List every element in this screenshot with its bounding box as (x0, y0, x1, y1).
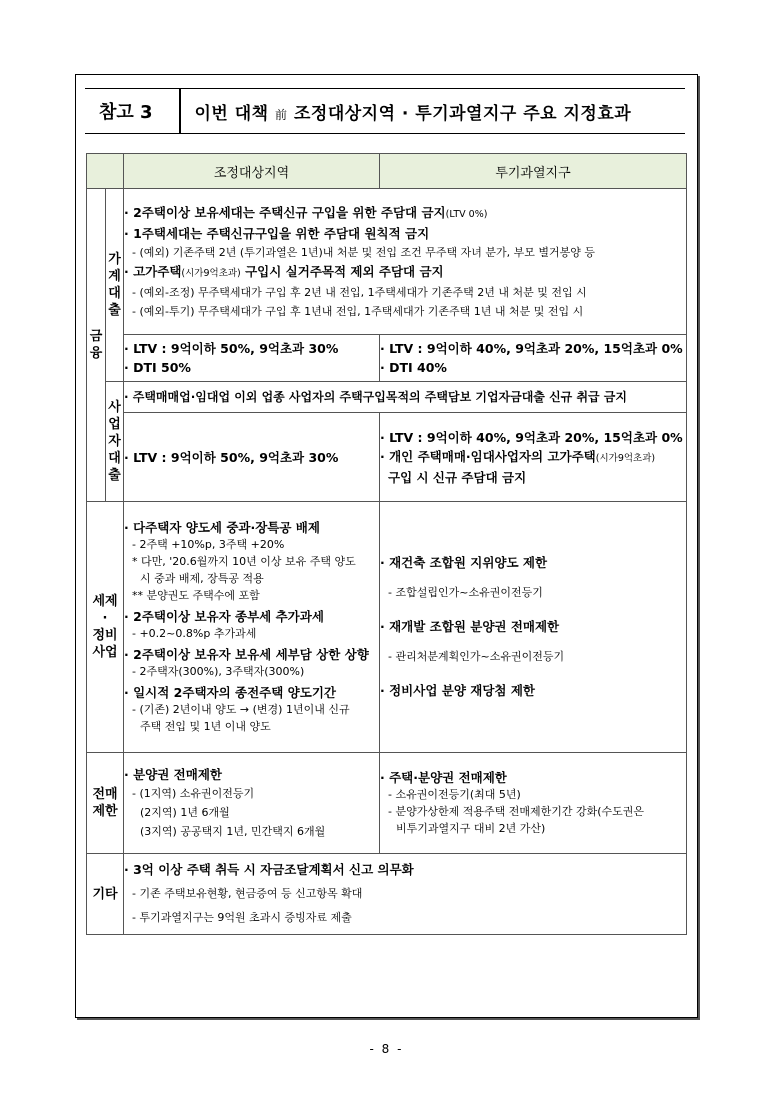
list-item: · LTV : 9억이하 50%, 9억초과 30% (124, 341, 339, 356)
list-item: - (기존) 2년이내 양도 → (변경) 1년이내 신규 (132, 703, 350, 716)
list-item: 시 중과 배제, 장특공 적용 (140, 572, 264, 585)
business-ltv-speculation (380, 413, 687, 502)
subcategory-business-loan: 사업자대출 (106, 382, 124, 502)
list-item: · 정비사업 분양 재당첨 제한 (380, 683, 535, 698)
list-item: · 1주택세대는 주택신규구입을 위한 주담대 원칙적 금지 (124, 225, 430, 241)
table-row (87, 753, 687, 854)
resale-speculation-area (380, 753, 687, 854)
list-item: 비투기과열지구 대비 2년 가산) (396, 822, 546, 835)
list-item: - +0.2~0.8%p 추가과세 (132, 627, 257, 640)
list-item: · LTV : 9억이하 40%, 9억초과 20%, 15억초과 0% (380, 429, 683, 445)
table-row (87, 335, 687, 382)
page-number: - 8 - (369, 1042, 404, 1056)
list-item: - (1지역) 소유권이전등기 (132, 787, 255, 800)
title-divider (179, 89, 181, 133)
list-item: · 개인 주택매매·임대사업자의 고가주택(시가9억초과) (380, 448, 656, 464)
table-row (87, 413, 687, 502)
etc-common (124, 854, 687, 935)
list-item: - 분양가상한제 적용주택 전매제한기간 강화(수도권은 (388, 805, 645, 818)
list-item: · 2주택이상 보유자 보유세 세부담 상한 상향 (124, 647, 369, 662)
category-resale-restriction: 전매제한 (87, 753, 124, 854)
list-item: - 2주택자(300%), 3주택자(300%) (132, 665, 305, 678)
category-finance: 금융 (87, 189, 106, 502)
list-item: - 투기과열지구는 9억원 초과시 증빙자료 제출 (132, 911, 352, 924)
list-item: · 2주택이상 보유자 종부세 추가과세 (124, 609, 324, 624)
household-loan-common (124, 189, 687, 335)
subcategory-household-loan: 가계대출 (106, 189, 124, 382)
list-item: - 관리처분계획인가~소유권이전등기 (388, 650, 565, 663)
list-item: 주택 전입 및 1년 이내 양도 (140, 720, 271, 733)
list-item: · 2주택이상 보유세대는 주택신규 구입을 위한 주담대 금지(LTV 0%) (124, 204, 488, 220)
list-item: * 다만, '20.6월까지 10년 이상 보유 주택 양도 (132, 555, 356, 568)
table-header-row (87, 154, 687, 189)
household-ltv-adjust (124, 335, 380, 382)
list-item: - (예외-투기) 무주택세대가 구입 후 1년내 전입, 1주택세대가 기존주택 1년 내 처분 및 전입 시 (132, 304, 584, 318)
list-item: · DTI 50% (124, 360, 191, 375)
household-ltv-speculation (380, 335, 687, 382)
header-speculation-area: 투기과열지구 (380, 154, 687, 189)
list-item: · 일시적 2주택자의 종전주택 양도기간 (124, 685, 336, 700)
list-item: (2지역) 1년 6개월 (140, 806, 230, 819)
tax-speculation-area (380, 502, 687, 753)
title-badge: 참고 3 (99, 102, 153, 123)
list-item: - (예외) 기존주택 2년 (투기과열은 1년)내 처분 및 전입 조건 무주택 자녀 분가, 부모 별거봉양 등 (132, 245, 595, 259)
tax-adjust-area (124, 502, 380, 753)
category-tax-redevelopment: 세제 · 정비사업 (87, 502, 124, 753)
header-adjust-area: 조정대상지역 (124, 154, 380, 189)
designation-effects-table (86, 153, 687, 935)
list-item: · DTI 40% (380, 360, 447, 375)
business-ltv-adjust (124, 413, 380, 502)
list-item: · 다주택자 양도세 중과·장특공 배제 (124, 520, 320, 535)
header-blank (87, 154, 124, 189)
list-item: · 주택매매업·임대업 이외 업종 사업자의 주택구입목적의 주택담보 기업자금대출 신규 취급 금지 (124, 389, 627, 404)
list-item: · 재건축 조합원 지위양도 제한 (380, 555, 548, 570)
resale-adjust-area (124, 753, 380, 854)
title-text-before: 이번 대책 (194, 103, 269, 124)
list-item: - 조합설립인가~소유권이전등기 (388, 586, 543, 599)
list-item: - 기존 주택보유현황, 현금증여 등 신고항목 확대 (132, 887, 363, 900)
table-row (87, 502, 687, 753)
list-item: ** 분양권도 주택수에 포함 (132, 589, 260, 602)
list-item: 구입 시 신규 주담대 금지 (388, 469, 527, 485)
title-text-mark: 前 (275, 107, 288, 122)
list-item: · 3억 이상 주택 취득 시 자금조달계획서 신고 의무화 (124, 862, 414, 877)
list-item: · 고가주택(시가9억초과) 구입시 실거주목적 제외 주담대 금지 (124, 263, 444, 279)
list-item: - 소유권이전등기(최대 5년) (388, 788, 521, 801)
page-title (85, 88, 685, 134)
list-item: - 2주택 +10%p, 3주택 +20% (132, 538, 285, 551)
table-row (87, 382, 687, 413)
list-item: · 주택·분양권 전매제한 (380, 770, 507, 785)
business-loan-common (124, 382, 687, 413)
table-row (87, 189, 687, 335)
category-etc: 기타 (87, 854, 124, 935)
title-text (195, 99, 632, 124)
list-item: (3지역) 공공택지 1년, 민간택지 6개월 (140, 825, 326, 838)
title-text-after: 조정대상지역 · 투기과열지구 주요 지정효과 (293, 103, 632, 124)
table-row (87, 854, 687, 935)
list-item: · LTV : 9억이하 50%, 9억초과 30% (124, 449, 339, 465)
list-item: · 분양권 전매제한 (124, 767, 222, 782)
list-item: · 재개발 조합원 분양권 전매제한 (380, 619, 560, 634)
list-item: · LTV : 9억이하 40%, 9억초과 20%, 15억초과 0% (380, 341, 683, 356)
list-item: - (예외-조정) 무주택세대가 구입 후 2년 내 전입, 1주택세대가 기존주택 2년 내 처분 및 전입 시 (132, 285, 587, 299)
